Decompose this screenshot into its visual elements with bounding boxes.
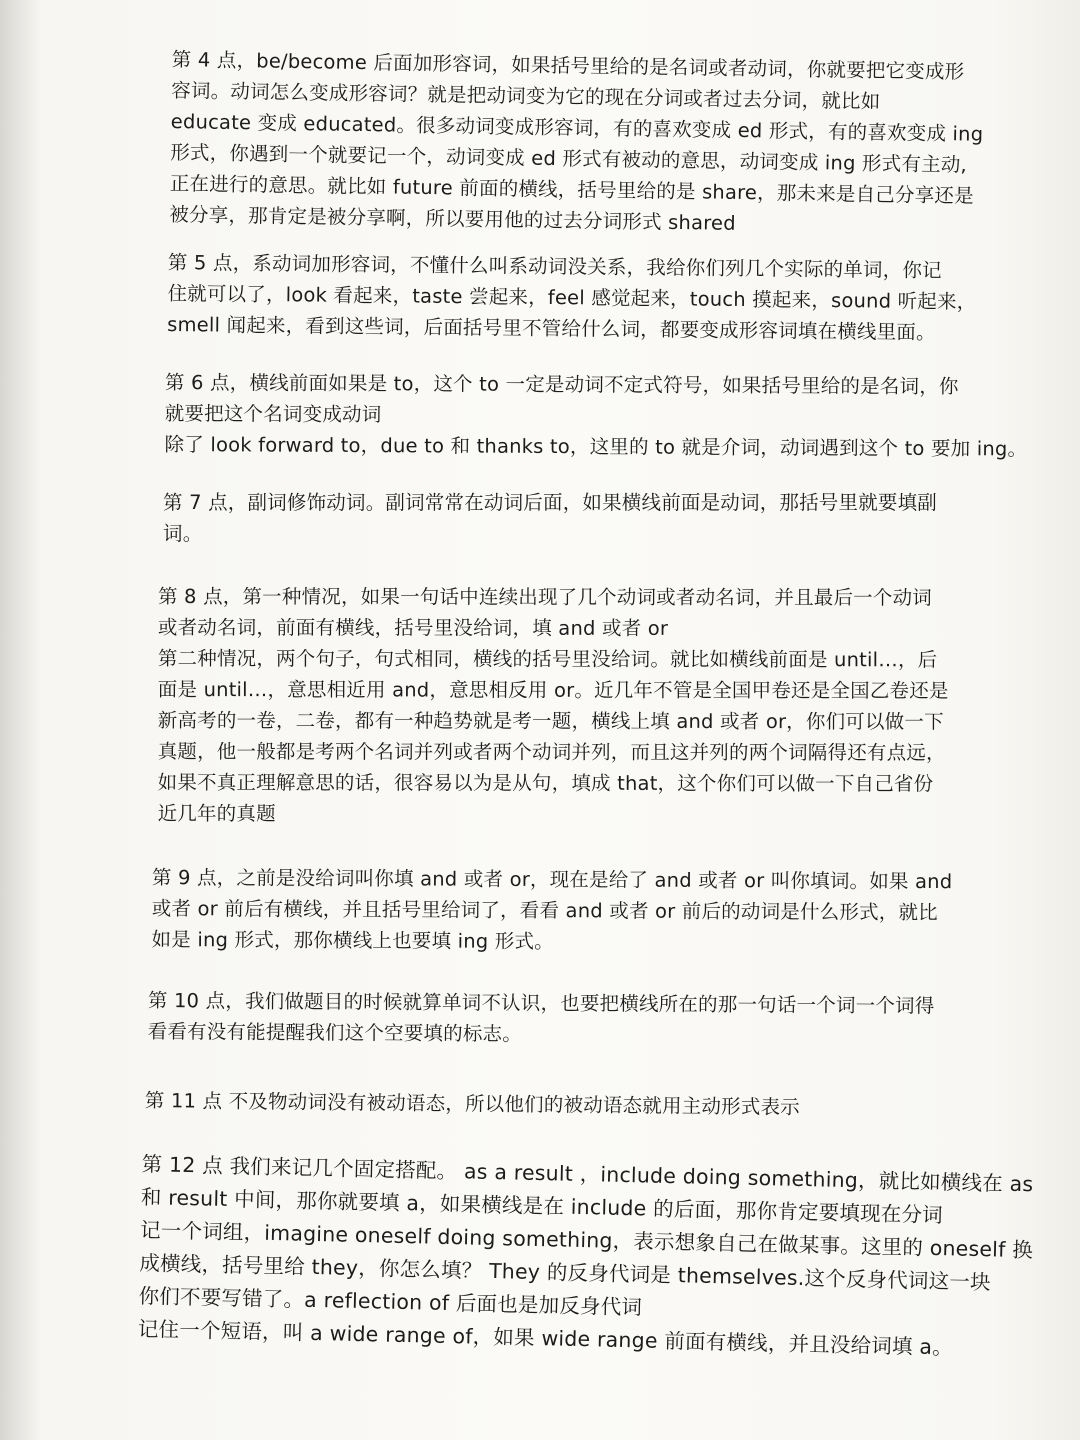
text-line: 第 10 点，我们做题目的时候就算单词不认识，也要把横线所在的那一句话一个词一个词得	[147, 988, 935, 1018]
text-line: 第 6 点，横线前面如果是 to，这个 to 一定是动词不定式符号，如果括号里给的是名词，你	[164, 370, 959, 399]
text-line: 记一个词组，imagine oneself doing something，表示想象自己在做某事。这里的 oneself 换	[139, 1217, 1034, 1263]
text-line: 真题，他一般都是考两个名词并列或者两个动词并列，而且这并列的两个词隔得还有点远，	[157, 739, 946, 765]
text-line: 记住一个短语，叫 a wide range of，如果 wide range 前面有横线，并且没给词填 a。	[137, 1316, 954, 1360]
text-line: educate 变成 educated。很多动词变成形容词，有的喜欢变成 ed 形式，有的喜欢变成 ing	[170, 109, 984, 146]
text-line: 正在进行的意思。就比如 future 前面的横线，括号里给的是 share，那未来是自己分享还是	[169, 171, 974, 208]
text-line: 第 7 点，副词修饰动词。副词常常在动词后面，如果横线前面是动词，那括号里就要填副	[163, 491, 938, 514]
text-line: 近几年的真题	[157, 801, 276, 826]
paragraph-point-10	[148, 985, 998, 1053]
text-line: 第 12 点 我们来记几个固定搭配。 as a result ，include doing something，就比如横线在 as	[141, 1151, 1034, 1197]
text-line: 新高考的一卷，二卷，都有一种趋势就是考一题，横线上填 and 或者 or，你们可以做一下	[157, 708, 944, 734]
text-line: 除了 look forward to，due to 和 thanks to，这里的 to 就是介词，动词遇到这个 to 要加 ing。	[164, 432, 1028, 461]
paragraph-point-12	[137, 1148, 1034, 1365]
text-line: 容词。动词怎么变成形容词？就是把动词变为它的现在分词或者过去分词，就比如	[171, 78, 881, 114]
text-line: 第 8 点，第一种情况，如果一句话中连续出现了几个动词或者动名词，并且最后一个动词	[157, 585, 933, 610]
paragraph-point-9	[152, 862, 992, 959]
text-line: 或者动名词，前面有横线，括号里没给词，填 and 或者 or	[157, 615, 669, 640]
text-line: 或者 or 前后有横线，并且括号里给词了，看看 and 或者 or 前后的动词是什么形式，就比	[151, 896, 938, 925]
paragraph-point-8	[158, 581, 998, 830]
paragraph-point-7	[163, 487, 983, 549]
paragraph-point-4	[169, 44, 984, 243]
text-line: 第 4 点，be/become 后面加形容词，如果括号里给的是名词或者动词，你就要把它变成形	[171, 47, 965, 84]
paragraph-point-11	[145, 1085, 995, 1125]
paragraph-point-5	[167, 247, 977, 348]
text-line: 成横线，括号里给 they，你怎么填？ They 的反身代词是 themselves.这个反身代词这一块	[139, 1250, 991, 1295]
text-line: 词。	[163, 522, 203, 545]
text-line: 第 5 点，系动词加形容词，不懂什么叫系动词没关系，我给你们列几个实际的单词，你记	[167, 250, 942, 283]
text-line: 如是 ing 形式，那你横线上也要填 ing 形式。	[151, 927, 554, 954]
text-line: 第 9 点，之前是没给词叫你填 and 或者 or，现在是给了 and 或者 or 叫你填词。如果 and	[151, 865, 953, 894]
text-line: 第二种情况，两个句子，句式相同，横线的括号里没给词。就比如横线前面是 until…，后	[157, 646, 938, 672]
text-line: 你们不要写错了。a reflection of 后面也是加反身代词	[138, 1283, 643, 1320]
text-line: 被分享，那肯定是被分享啊，所以要用他的过去分词形式 shared	[169, 202, 736, 235]
text-line: 如果不真正理解意思的话，很容易以为是从句，填成 that，这个你们可以做一下自己省份	[157, 770, 934, 796]
text-line: 和 result 中间，那你就要填 a，如果横线是在 include 的后面，那你肯定要填现在分词	[140, 1184, 944, 1228]
text-line: 就要把这个名词变成动词	[164, 401, 382, 427]
text-line: smell 闻起来，看到这些词，后面括号里不管给什么词，都要变成形容词填在横线里面。	[167, 312, 936, 345]
text-line: 住就可以了，look 看起来，taste 尝起来，feel 感觉起来，touch 摸起来，sound 听起来，	[167, 281, 977, 314]
paragraph-point-6	[164, 367, 1028, 464]
text-line: 第 11 点 不及物动词没有被动语态，所以他们的被动语态就用主动形式表示	[144, 1088, 801, 1119]
text-line: 看看有没有能提醒我们这个空要填的标志。	[147, 1019, 523, 1046]
text-line: 面是 until…，意思相近用 and，意思相反用 or。近几年不管是全国甲卷还是全国乙卷还是	[157, 677, 949, 703]
text-line: 形式，你遇到一个就要记一个，动词变成 ed 形式有被动的意思，动词变成 ing 形式有主动,	[170, 140, 968, 177]
